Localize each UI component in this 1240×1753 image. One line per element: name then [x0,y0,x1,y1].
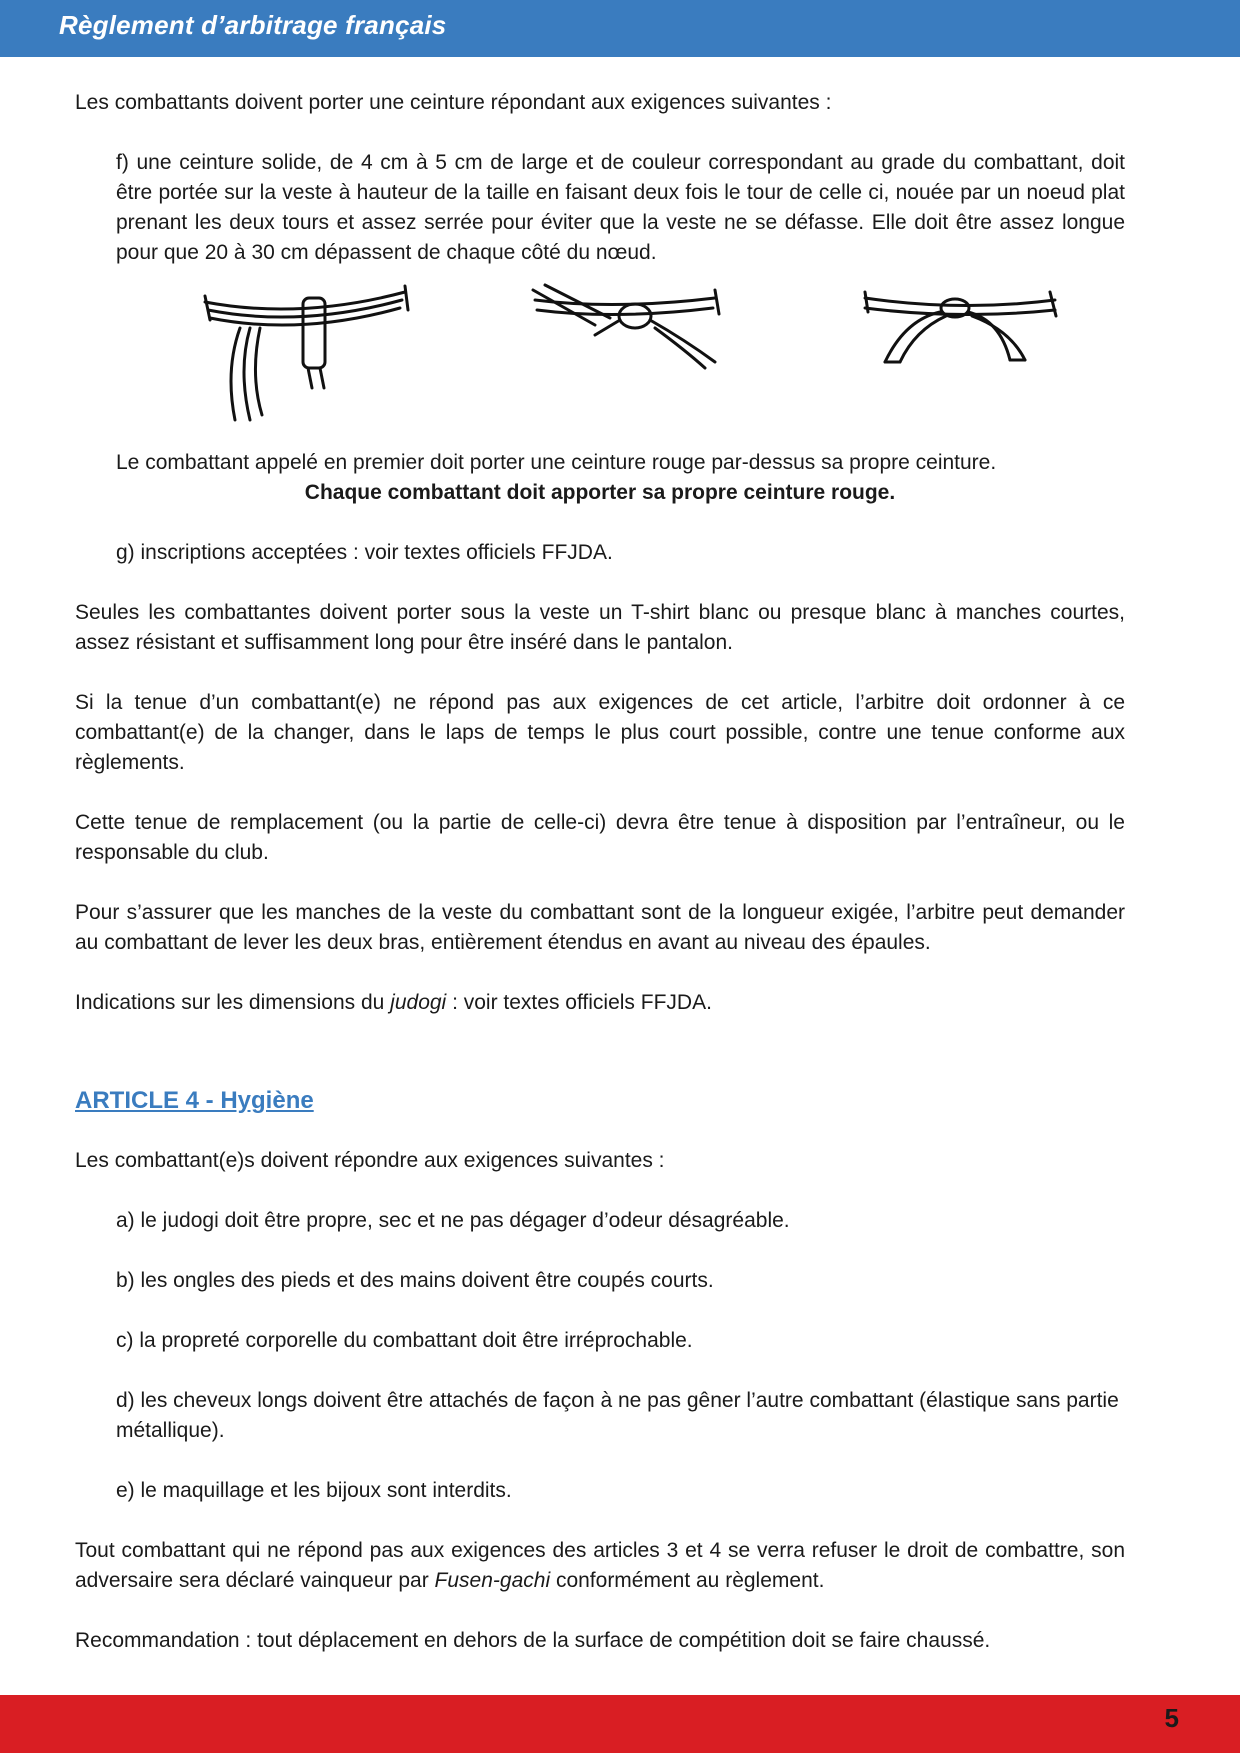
article-4-intro: Les combattant(e)s doivent répondre aux exigences suivantes : [75,1149,665,1172]
belt-item-f: f) une ceinture solide, de 4 cm à 5 cm de large et de couleur correspondant au grade du combattant, doit être portée sur la veste à hauteur de la taille en faisant deux fois le tour de celle ci, nouée par un noeud plat prenant les deux tours et assez serrée pour éviter que la veste ne se défasse. Elle doit être assez longue pour que 20 à 30 cm dépassent de chaque côté du nœud. [116,151,1125,264]
recommandation-paragraph: Recommandation : tout déplacement en dehors de la surface de compétition doit se faire chaussé. [75,1629,991,1652]
judogi-term: judogi [390,991,447,1014]
belt-knot-figures [75,280,1125,440]
belt-knot-step-3-icon [860,280,1080,380]
refus-suffix: conformément au règlement. [550,1569,825,1592]
hygiene-item-d: d) les cheveux longs doivent être attachés de façon à ne pas gêner l’autre combattant (élastique sans partie métallique). [116,1389,1119,1442]
red-belt-note: Le combattant appelé en premier doit porter une ceinture rouge par-dessus sa propre ceinture. [116,451,997,474]
page-content [75,88,1125,1656]
hygiene-item-c: c) la propreté corporelle du combattant doit être irréprochable. [116,1329,693,1352]
page-number: 5 [1164,1703,1179,1733]
dimensions-paragraph [75,988,1125,1018]
belt-knot-step-2-icon [525,280,745,380]
hygiene-item-a: a) le judogi doit être propre, sec et ne pas dégager d’odeur désagréable. [116,1209,790,1232]
document-title: Règlement d’arbitrage français [59,10,447,40]
remplacement-paragraph: Cette tenue de remplacement (ou la partie de celle-ci) devra être tenue à disposition par l’entraîneur, ou le responsable du club. [75,811,1125,864]
page-header [0,0,1240,57]
belt-item-g: g) inscriptions acceptées : voir textes officiels FFJDA. [116,541,613,564]
dimensions-suffix: : voir textes officiels FFJDA. [446,991,712,1014]
red-belt-bold-note: Chaque combattant doit apporter sa propre ceinture rouge. [304,481,896,504]
article-4-title: ARTICLE 4 - Hygiène [75,1087,314,1114]
belt-intro: Les combattants doivent porter une ceinture répondant aux exigences suivantes : [75,91,832,114]
fusen-gachi-term: Fusen-gachi [434,1569,551,1592]
page-footer [0,1695,1240,1753]
refus-prefix: Tout combattant qui ne répond pas aux exigences des articles 3 et 4 se verra refuser le droit de combattre, son adversaire sera déclaré vainqueur par [75,1539,1125,1592]
dimensions-prefix: Indications sur les dimensions du [75,991,391,1014]
hygiene-item-e: e) le maquillage et les bijoux sont interdits. [116,1479,512,1502]
belt-knot-step-1-icon [200,280,420,430]
refus-paragraph [75,1536,1125,1596]
tenue-paragraph: Si la tenue d’un combattant(e) ne répond pas aux exigences de cet article, l’arbitre doit ordonner à ce combattant(e) de la changer, dans le laps de temps le plus court possible, contre une tenue conforme aux règlements. [75,691,1125,774]
tshirt-paragraph: Seules les combattantes doivent porter sous la veste un T-shirt blanc ou presque blanc à manches courtes, assez résistant et suffisamment long pour être inséré dans le pantalon. [75,601,1125,654]
manches-paragraph: Pour s’assurer que les manches de la veste du combattant sont de la longueur exigée, l’arbitre peut demander au combattant de lever les deux bras, entièrement étendus en avant au niveau des épaules. [75,901,1125,954]
hygiene-item-b: b) les ongles des pieds et des mains doivent être coupés courts. [116,1269,714,1292]
